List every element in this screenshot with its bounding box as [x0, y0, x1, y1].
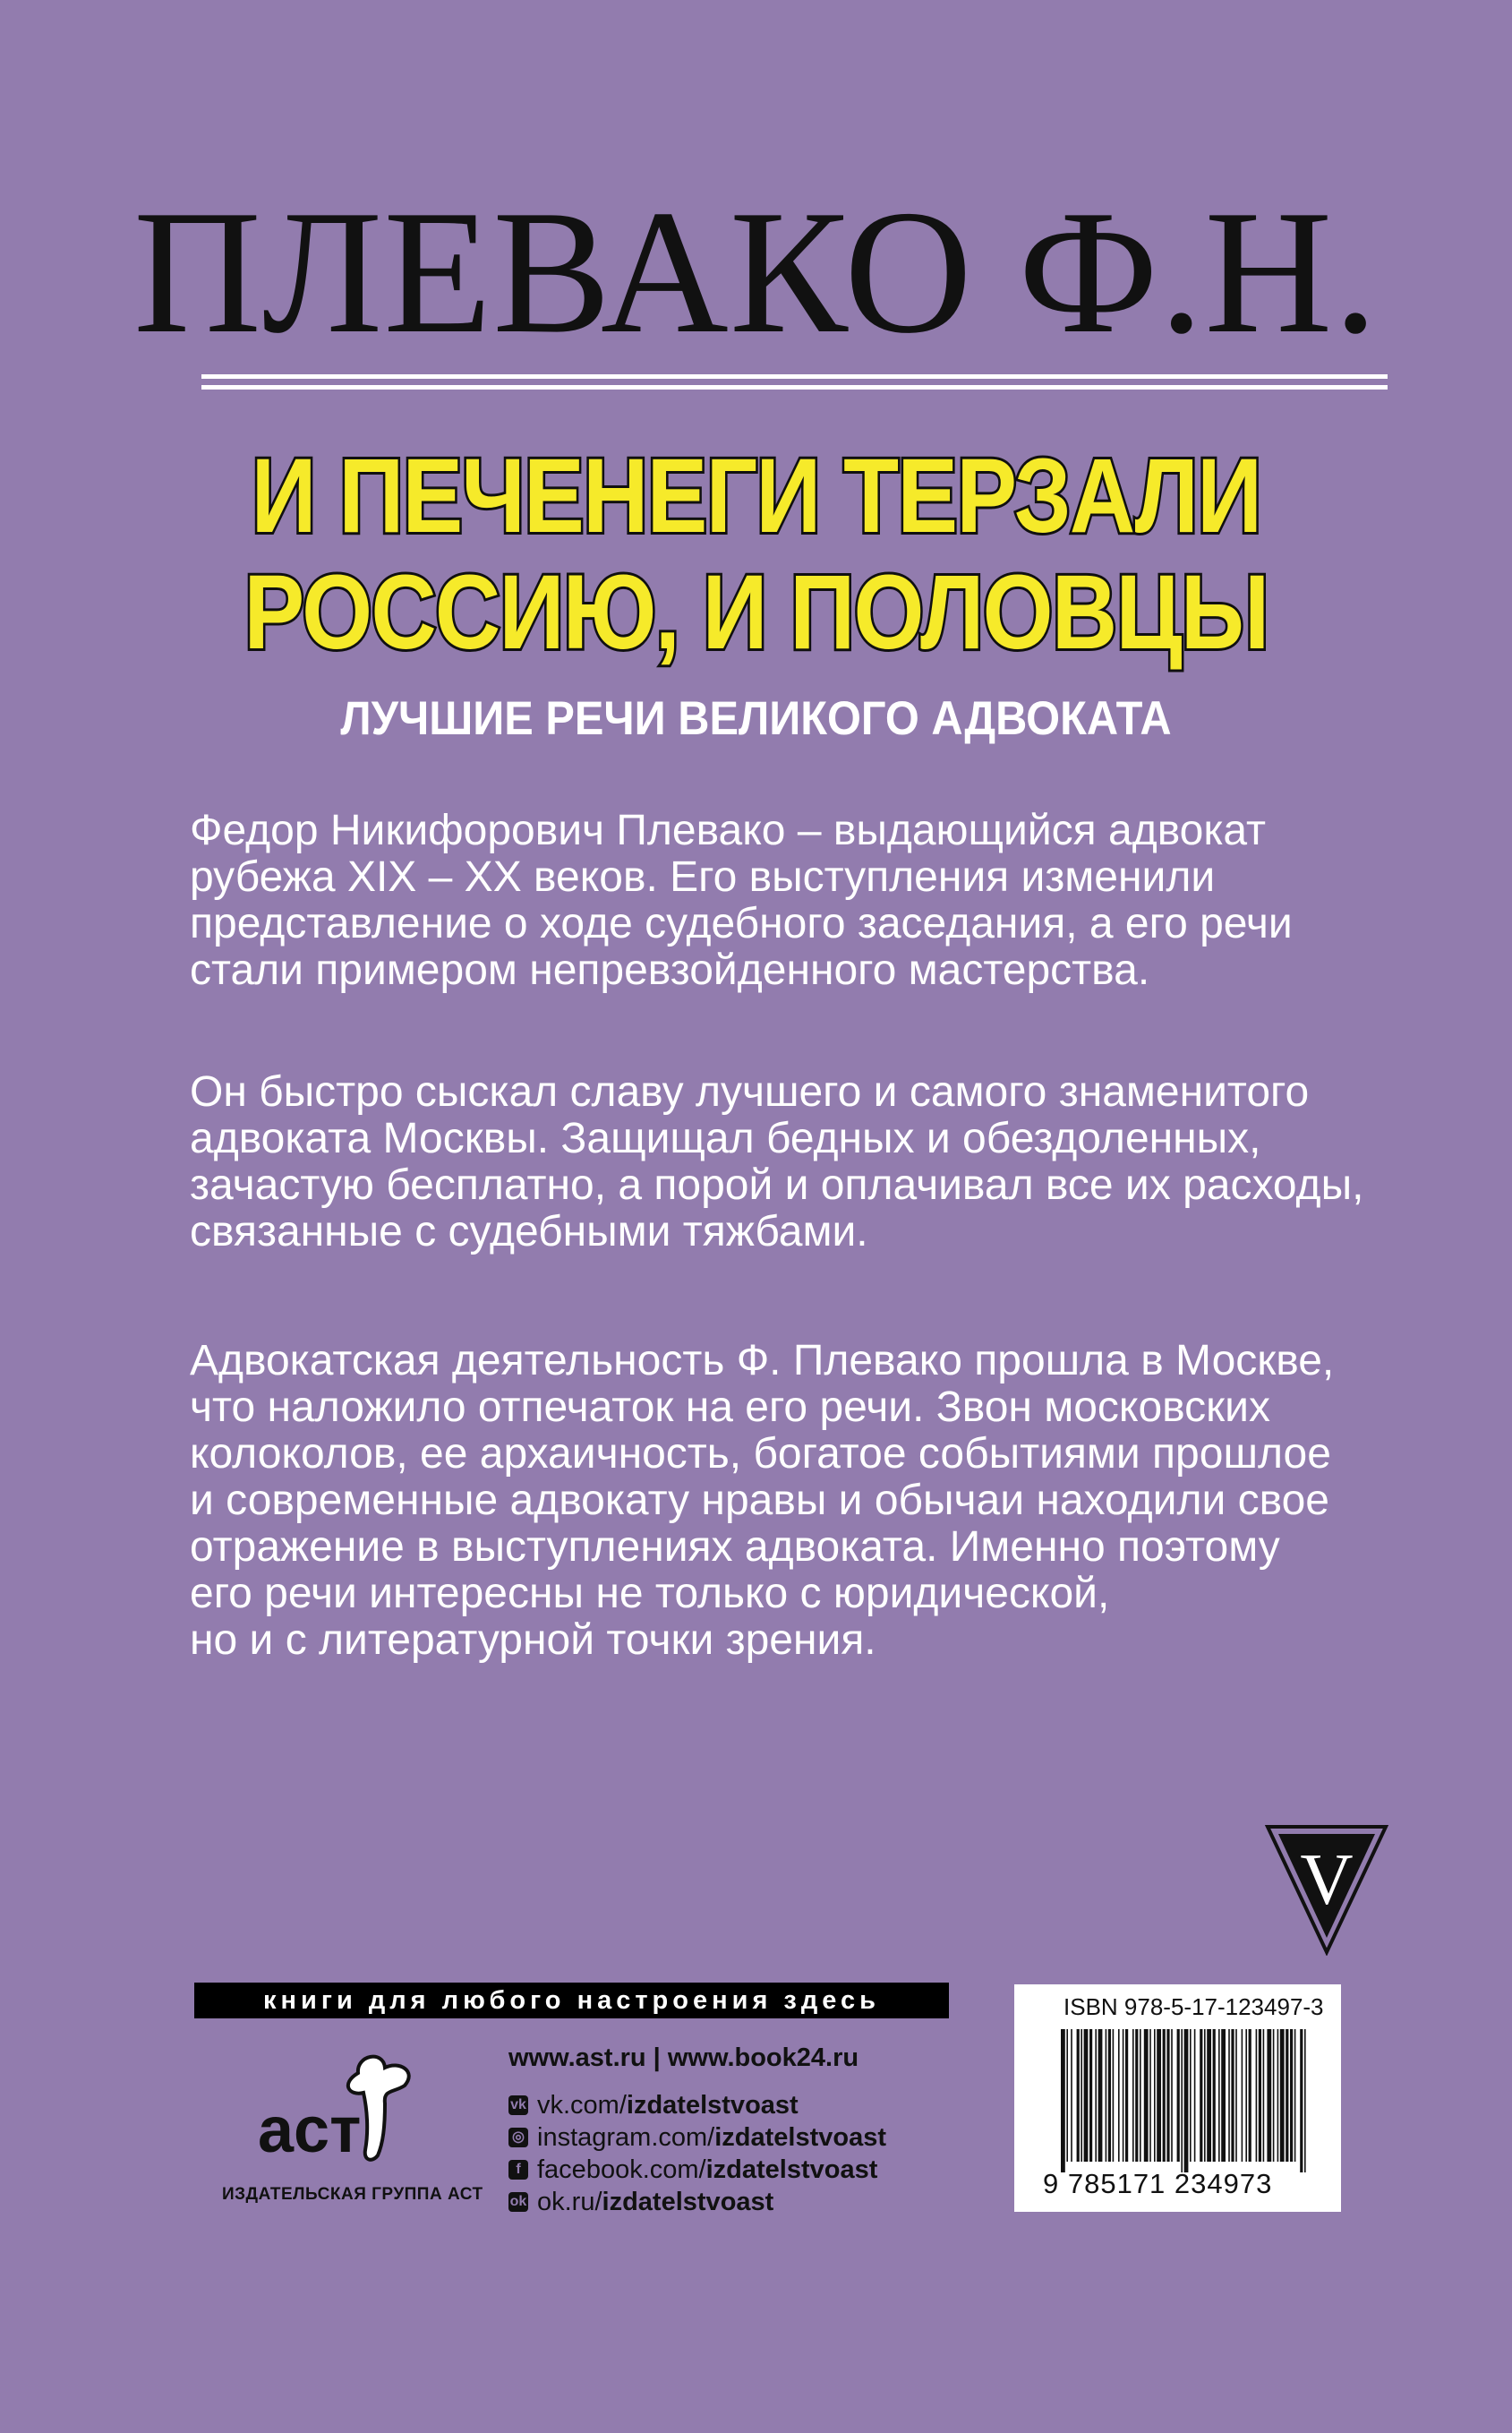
divider-line-bottom	[201, 385, 1388, 390]
annotation-paragraph-3: Адвокатская деятельность Ф. Плевако прошла в Москве, что наложило отпечаток на его речи. Звон московских колоколов, ее архаичность, богатое событиями прошлое и современные адвокату нравы и обычаи находили свое отражение в выступлениях адвоката. Именно поэтому его речи интересны не только с юридической, но и с литературной точки зрения.	[190, 1337, 1335, 1664]
social-link-instagram[interactable]: ◎ instagram.com/ izdatelstvoast	[508, 2121, 886, 2154]
barcode-digits: 9 785171 234973	[1043, 2168, 1273, 2199]
publisher-name: ИЗДАТЕЛЬСКАЯ ГРУППА АСТ	[222, 2185, 483, 2204]
ast-logo-icon	[251, 2037, 439, 2172]
ast-logo-text: аст	[258, 2095, 362, 2166]
barcode-icon	[1059, 2029, 1310, 2172]
author-name: ПЛЕВАКО Ф.Н.	[133, 174, 1379, 370]
divider-line-top	[201, 374, 1388, 379]
social-link-facebook[interactable]: f facebook.com/ izdatelstvoast	[508, 2154, 886, 2186]
website-links[interactable]: www.ast.ru | www.book24.ru	[508, 2043, 859, 2072]
publisher-links	[508, 2043, 886, 2218]
tagline-bar: книги для любого настроения здесь	[194, 1983, 949, 2018]
annotation-paragraph-1: Федор Никифорович Плевако – выдающийся адвокат рубежа XIX – XX веков. Его выступления изменили представление о ходе судебного заседания, а его речи стали примером непревзойденного мастерства.	[190, 807, 1293, 994]
series-v-logo-icon	[1264, 1821, 1389, 1956]
book-title-line-1: И ПЕЧЕНЕГИ ТЕРЗАЛИ	[251, 437, 1261, 555]
annotation-paragraph-2: Он быстро сыскал славу лучшего и самого знаменитого адвоката Москвы. Защищал бедных и обездоленных, зачастую бесплатно, а порой и оплачивал все их расходы, связанные с судебными тяжбами.	[190, 1068, 1364, 1255]
odnoklassniki-icon: ok	[508, 2192, 528, 2212]
facebook-icon: f	[508, 2160, 528, 2180]
social-link-vk[interactable]: vk vk.com/ izdatelstvoast	[508, 2089, 886, 2121]
book-title-line-2: РОССИЮ, И ПОЛОВЦЫ	[243, 553, 1269, 672]
series-v-letter: V	[1300, 1838, 1354, 1920]
instagram-icon: ◎	[508, 2128, 528, 2147]
isbn-number: ISBN 978-5-17-123497-3	[1064, 1993, 1324, 2020]
book-subtitle: ЛУЧШИЕ РЕЧИ ВЕЛИКОГО АДВОКАТА	[340, 692, 1172, 745]
social-link-odnoklassniki[interactable]: ok ok.ru/ izdatelstvoast	[509, 2187, 774, 2216]
isbn-barcode-box	[1014, 1984, 1341, 2212]
vk-icon: vk	[508, 2095, 528, 2115]
